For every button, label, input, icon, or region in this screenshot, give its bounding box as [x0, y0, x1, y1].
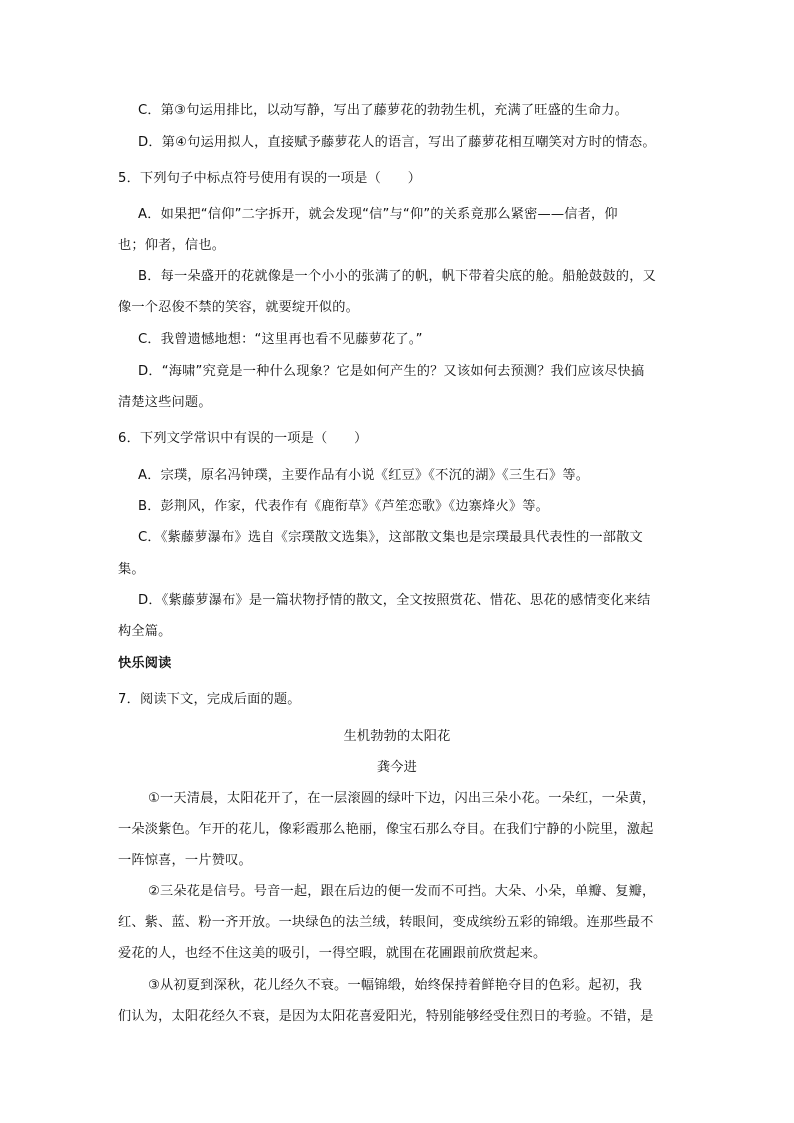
q6-option-c-line1: C．《紫藤萝瀑布》选自《宗璞散文选集》，这部散文集也是宗璞最具代表性的一部散文: [138, 530, 643, 545]
q6-stem: 6．下列文学常识中有误的一项是（ ）: [118, 431, 368, 446]
passage-author: 龚今进: [376, 760, 418, 775]
q5-option-b-line1: B．每一朵盛开的花就像是一个小小的张满了的帆，帆下带着尖底的舱。船舱鼓鼓的，又: [138, 269, 656, 284]
passage-p2-line3: 爱花的人，也经不住这美的吸引，一得空暇，就围在花圃跟前欣赏起来。: [118, 946, 547, 961]
passage-title: 生机勃勃的太阳花: [343, 729, 451, 744]
passage-p1-line3: 一阵惊喜，一片赞叹。: [118, 853, 252, 868]
passage-p1-line1: ①一天清晨，太阳花开了，在一层滚圆的绿叶下边，闪出三朵小花。一朵红，一朵黄，: [148, 791, 656, 806]
q5-option-d-line1: D．“海啸”究竟是一种什么现象？它是如何产生的？又该如何去预测？我们应该尽快搞: [138, 364, 645, 379]
q5-option-b-line2: 像一个忍俊不禁的笑容，就要绽开似的。: [118, 300, 359, 315]
q5-option-c: C．我曾遗憾地想：“这里再也看不见藤萝花了。”: [138, 332, 423, 347]
passage-p3-line2: 们认为，太阳花经久不衰，是因为太阳花喜爱阳光，特别能够经受住烈日的考验。不错，是: [118, 1009, 654, 1024]
q7-stem: 7．阅读下文，完成后面的题。: [118, 692, 301, 707]
q4-option-d: D．第④句运用拟人，直接赋予藤萝花人的语言，写出了藤萝花相互嘲笑对方时的情态。: [138, 135, 656, 150]
q6-option-c-line2: 集。: [118, 562, 145, 577]
passage-p2-line2: 红、紫、蓝、粉一齐开放。一块绿色的法兰绒，转眼间，变成缤纷五彩的锦缎。连那些最不: [118, 915, 654, 930]
q5-option-d-line2: 清楚这些问题。: [118, 395, 212, 410]
q6-option-b: B．彭荆风，作家，代表作有《鹿衔草》《芦笙恋歌》《边寨烽火》等。: [138, 499, 550, 514]
passage-p2-line1: ②三朵花是信号。号音一起，跟在后边的便一发而不可挡。大朵、小朵，单瓣、复瓣，: [148, 884, 656, 899]
q5-option-a-line1: A．如果把“信仰”二字拆开，就会发现“信”与“仰”的关系竟那么紧密——信者，仰: [138, 207, 618, 222]
q6-option-d-line2: 构全篇。: [118, 624, 172, 639]
passage-p1-line2: 一朵淡紫色。乍开的花儿，像彩霞那么艳丽，像宝石那么夺目。在我们宁静的小院里，激起: [118, 822, 654, 837]
q4-option-c: C．第③句运用排比，以动写静，写出了藤萝花的勃勃生机，充满了旺盛的生命力。: [138, 103, 628, 118]
section-heading: 快乐阅读: [118, 656, 172, 671]
passage-p3-line1: ③从初夏到深秋，花儿经久不衰。一幅锦缎，始终保持着鲜艳夺目的色彩。起初，我: [148, 978, 642, 993]
q5-option-a-line2: 也；仰者，信也。: [118, 238, 226, 253]
q6-option-a: A．宗璞，原名冯钟璞，主要作品有小说《红豆》《不沉的湖》《三生石》等。: [138, 468, 590, 483]
q5-stem: 5．下列句子中标点符号使用有误的一项是（ ）: [118, 171, 422, 186]
q6-option-d-line1: D．《紫藤萝瀑布》是一篇状物抒情的散文，全文按照赏花、惜花、思花的感情变化来结: [138, 593, 651, 608]
